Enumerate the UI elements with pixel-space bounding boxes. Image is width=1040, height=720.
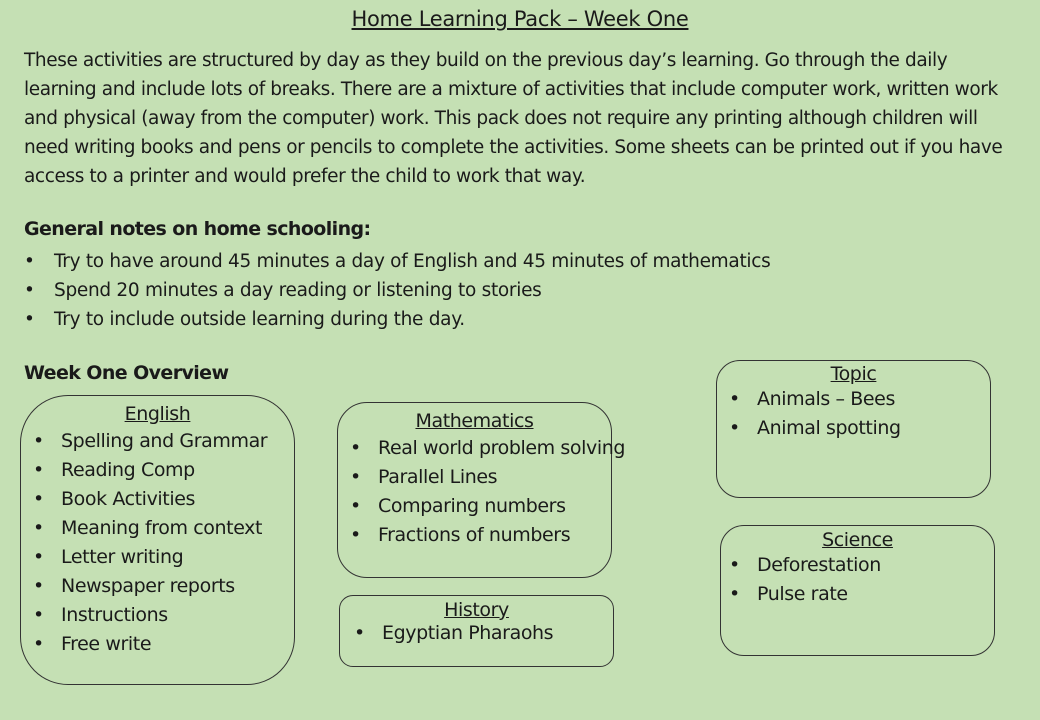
list-item: • Instructions bbox=[33, 601, 294, 630]
general-notes-heading: General notes on home schooling: bbox=[24, 218, 371, 240]
list-item: • Deforestation bbox=[729, 551, 994, 580]
science-list bbox=[721, 551, 994, 609]
topic-list bbox=[717, 385, 990, 443]
english-box bbox=[20, 395, 295, 685]
science-box bbox=[720, 525, 995, 656]
mathematics-title: Mathematics bbox=[415, 410, 534, 432]
topic-box bbox=[716, 360, 991, 498]
list-item: • Try to have around 45 minutes a day of English and 45 minutes of mathematics bbox=[24, 247, 770, 276]
list-item: • Meaning from context bbox=[33, 514, 294, 543]
week-overview-heading: Week One Overview bbox=[24, 362, 229, 384]
list-item: • Egyptian Pharaohs bbox=[354, 619, 613, 648]
english-list bbox=[21, 427, 294, 659]
history-list bbox=[340, 619, 613, 648]
english-title: English bbox=[124, 403, 191, 425]
list-item: • Spelling and Grammar bbox=[33, 427, 294, 456]
list-item: • Newspaper reports bbox=[33, 572, 294, 601]
list-item: • Animals – Bees bbox=[729, 385, 990, 414]
list-item: • Pulse rate bbox=[729, 580, 994, 609]
list-item: • Free write bbox=[33, 630, 294, 659]
history-title: History bbox=[444, 599, 509, 621]
science-title: Science bbox=[822, 529, 893, 551]
general-notes-list bbox=[24, 247, 770, 334]
list-item: • Comparing numbers bbox=[350, 492, 611, 521]
page-title: Home Learning Pack – Week One bbox=[351, 7, 689, 31]
list-item: • Book Activities bbox=[33, 485, 294, 514]
list-item: • Reading Comp bbox=[33, 456, 294, 485]
topic-title: Topic bbox=[830, 363, 877, 385]
list-item: • Try to include outside learning during the day. bbox=[24, 305, 770, 334]
mathematics-box bbox=[337, 402, 626, 578]
list-item: • Real world problem solving bbox=[350, 434, 611, 463]
intro-paragraph: These activities are structured by day as they build on the previous day’s learning. Go through the daily learning and include lots of breaks. There are a mixture of activities that include computer work, written work and physical (away from the computer) work. This pack does not require any printing although children will need writing books and pens or pencils to complete the activities. Some sheets can be printed out if you have access to a printer and would prefer the child to work that way. bbox=[24, 50, 1003, 187]
list-item: • Letter writing bbox=[33, 543, 294, 572]
mathematics-list bbox=[338, 434, 626, 550]
list-item: • Parallel Lines bbox=[350, 463, 611, 492]
list-item: • Spend 20 minutes a day reading or listening to stories bbox=[24, 276, 770, 305]
list-item: • Fractions of numbers bbox=[350, 521, 611, 550]
list-item: • Animal spotting bbox=[729, 414, 990, 443]
history-box bbox=[339, 595, 614, 667]
